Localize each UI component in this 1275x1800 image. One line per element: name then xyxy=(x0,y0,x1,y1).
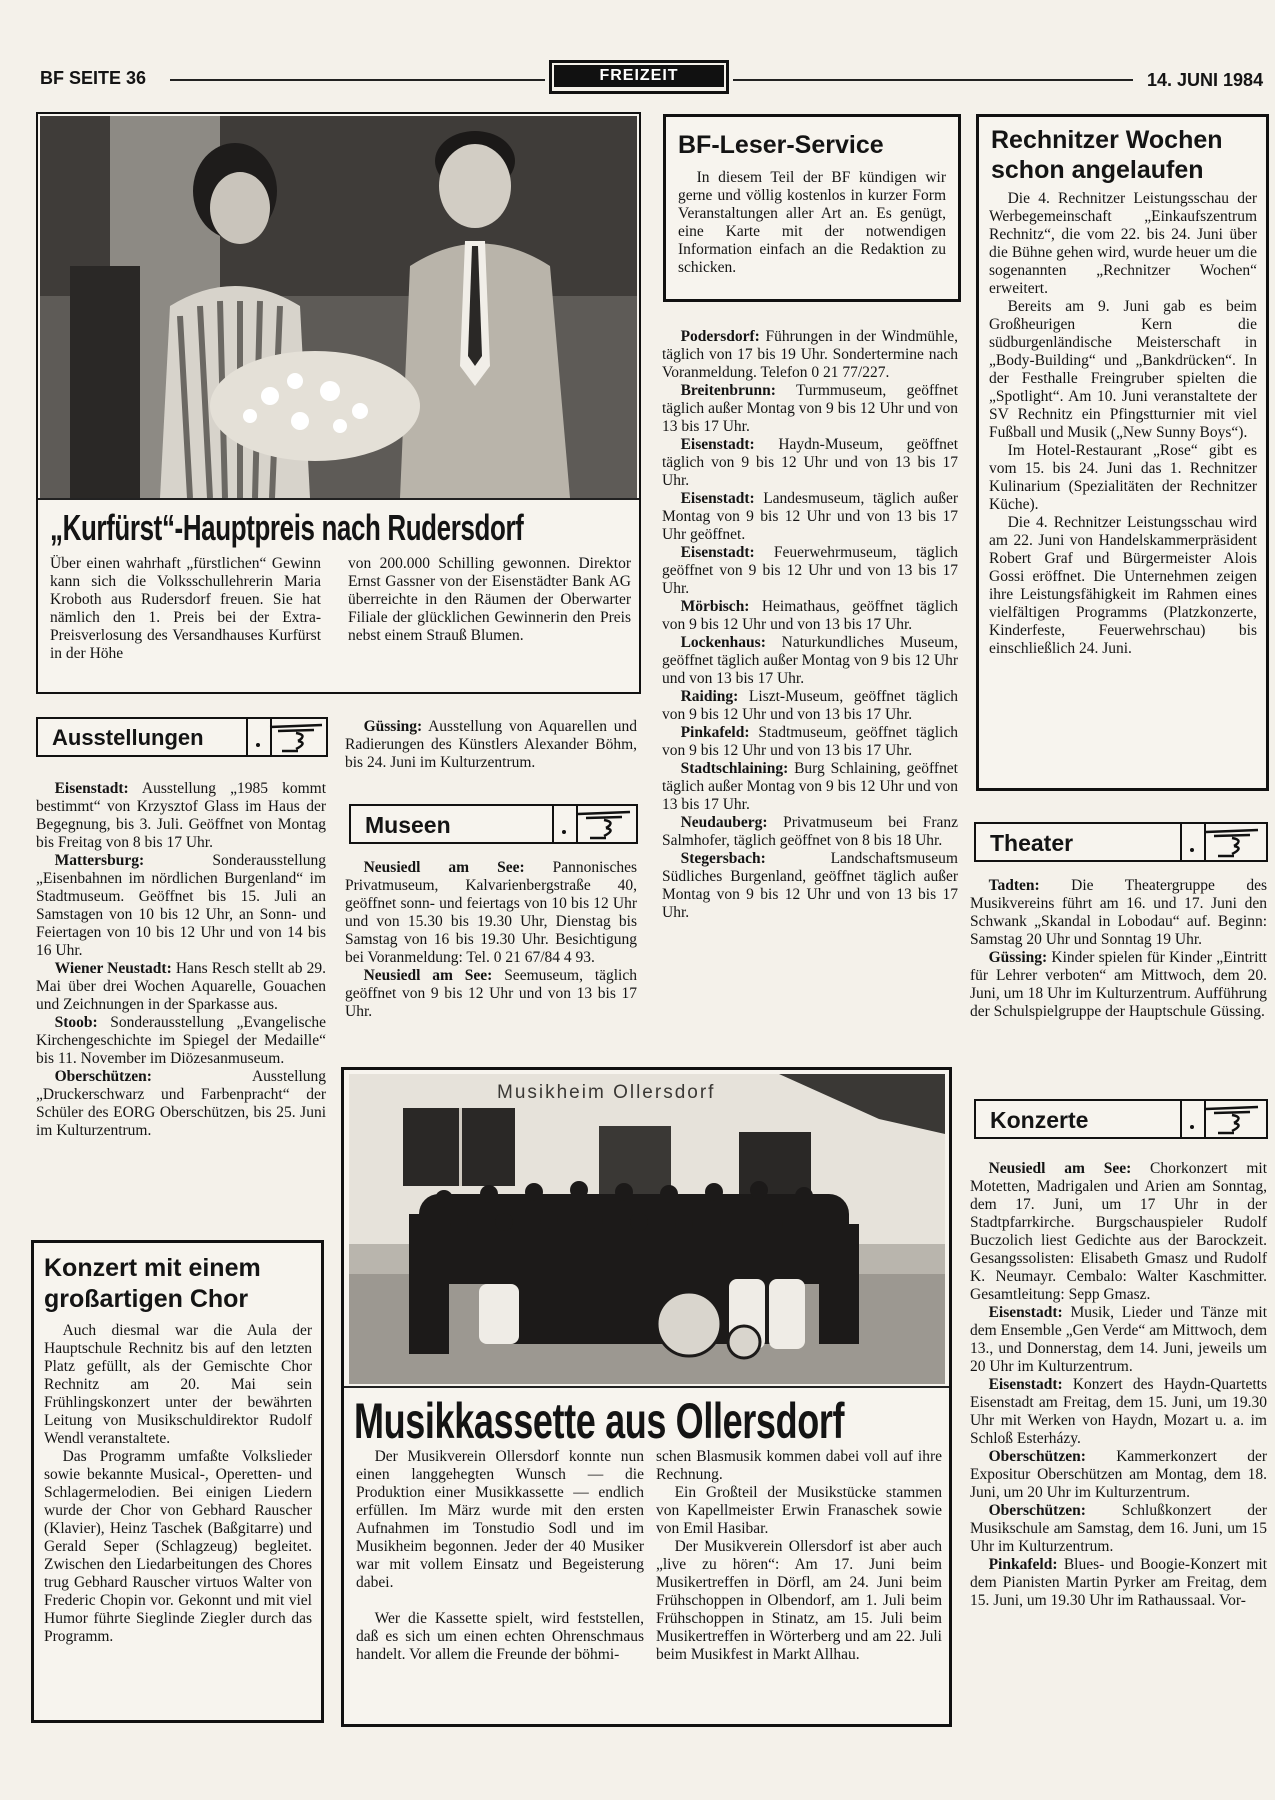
pointing-hand-icon xyxy=(576,808,636,842)
leserservice-box xyxy=(663,114,961,302)
leserservice-text: In diesem Teil der BF kündigen wir gerne und völlig kostenlos in kurzer Form Veranstaltungen aller Art an. Es genügt, eine Karte mit der notwendigen Information einfach an die Redaktion zu schicken. xyxy=(678,169,946,276)
theater-label: Theater xyxy=(990,830,1074,856)
museum-entry: Podersdorf: Führungen in der Windmühle, täglich von 17 bis 19 Uhr. Sondertermine nach Voranmeldung. Telefon 0 21 77/227. xyxy=(662,328,958,381)
ausstellungen-label: Ausstellungen xyxy=(52,725,204,750)
concert-entry: Oberschützen: Kammerkonzert der Expositur Oberschützen am Montag, dem 18. Juni, um 20 Uhr im Kulturzentrum. xyxy=(970,1448,1267,1501)
museen-list-a xyxy=(345,859,637,1021)
leserservice-title: BF-Leser-Service xyxy=(678,131,884,159)
header-rule-left xyxy=(170,79,545,81)
concert-entry: Eisenstadt: Konzert des Haydn-Quartetts Eisenstadt am Freitag, dem 15. Juni, um 19.30 Uhr mit Werken von Haydn, Mozart u. a. im Schloß Esterházy. xyxy=(970,1376,1267,1447)
rechnitz-text: Die 4. Rechnitzer Leistungsschau der Werbegemeinschaft „Einkaufszentrum Rechnitz“, die vom 22. bis 24. Juni über die Bühne gehen wird, wurde heuer um die sogenannten „Rechnitzer Wochen“ erweitert. Bereits am 9. Juni gab es beim Großheurigen Kern die südburgenländische Meisterschaft in „Body-Building“ und „Bankdrücken“. In der Festhalle Freingruber spielten die „Spotlight“. Am 10. Juni veranstaltete der SV Rechnitz ein Pfingstturnier mit viel Fußball und Musik („New Sunny Boys“). Im Hotel-Restaurant „Rose“ gibt es vom 15. bis 24. Juni das 1. Rechnitzer Kulinarium (Spezialitäten der Rechnitzer Küche). Die 4. Rechnitzer Leistungsschau wird am 22. Juni von Handelskammerpräsident Robert Graf und Bürgermeister Alois Gossi eröffnet. Die Unternehmen zeigen ihre Leistungsfähigkeit im Rahmen eines vielfältigen Programms (Platzkonzerte, Kinderfeste, Feuerwehrschau) bis einschließlich 24. Juni. xyxy=(989,190,1257,657)
museum-entry: Eisenstadt: Landesmuseum, täglich außer Montag von 9 bis 12 Uhr und von 13 bis 17 Uhr geöffnet. xyxy=(662,490,958,543)
theater-entry: Güssing: Kinder spielen für Kinder „Eintritt für Lehrer verboten“ am Mittwoch, dem 20. Juni, um 18 Uhr im Kulturzentrum. Aufführung der Schulspielgruppe der Hauptschule Güssing. xyxy=(970,949,1267,1020)
museen-label: Museen xyxy=(365,812,451,838)
rechnitz-box xyxy=(976,114,1269,791)
band-photo-image xyxy=(349,1074,945,1384)
ausstellungen-rubric xyxy=(36,717,248,757)
concert-entry: Eisenstadt: Musik, Lieder und Tänze mit dem Ensemble „Gen Verde“ am Mittwoch, dem 13., und Donnerstag, dem 14. Juni, jeweils um 20 Uhr im Kulturzentrum. xyxy=(970,1304,1267,1375)
theater-entry: Tadten: Die Theatergruppe des Musikvereins führt am 16. und 17. Juni den Schwank „Skandal in Lobodau“ auf. Beginn: Samstag 20 Uhr und Sonntag 19 Uhr. xyxy=(970,877,1267,948)
ausstellungen-list xyxy=(36,780,326,1140)
theater-rubric-hand xyxy=(1180,822,1268,862)
exhibition-entry: Oberschützen: Ausstellung „Druckerschwarz und Farbenpracht“ der Schüler des EORG Oberschützen, bis 25. Juni im Kulturzentrum. xyxy=(36,1068,326,1139)
exhibition-entry: Mattersburg: Sonderausstellung „Eisenbahnen im nördlichen Burgenland“ im Stadtmuseum. Geöffnet bis 15. Juli an Samstagen von 10 bis 12 Uhr, an Sonn- und Feiertagen von 10 bis 12 Uhr und von 14 bis 16 Uhr. xyxy=(36,852,326,959)
kurfuerst-article xyxy=(36,112,641,694)
exhibition-entry: Stoob: Sonderausstellung „Evangelische Kirchengeschichte im Spiegel der Medaille“ bis 11. November im Diözesanmuseum. xyxy=(36,1014,326,1067)
musikkassette-col1: Der Musikverein Ollersdorf konnte nun einen langgehegten Wunsch — die Produktion einer Musikkassette — endlich erfüllen. Im März wurde mit den ersten Aufnahmen im Tonstudio Sodl und im Musikheim begonnen. Jeder der 40 Musiker war mit vollem Einsatz und Begeisterung dabei. Wer die Kassette spielt, wird feststellen, daß es sich um einen echten Ohrenschmaus handelt. Vor allem die Freunde der böhmi- xyxy=(356,1448,644,1663)
konzerte-list xyxy=(970,1160,1267,1610)
exhibition-entry: Wiener Neustadt: Hans Resch stellt ab 29. Mai über drei Wochen Aquarelle, Gouachen und Zeichnungen in der Sparkasse aus. xyxy=(36,960,326,1013)
museum-entry: Raiding: Liszt-Museum, geöffnet täglich von 9 bis 12 Uhr und von 13 bis 17 Uhr. xyxy=(662,688,958,723)
rechnitz-title: Rechnitzer Wochen schon angelaufen xyxy=(991,126,1223,184)
ausstellungen-rubric-hand xyxy=(246,717,328,757)
pointing-hand-icon xyxy=(1204,826,1264,860)
pointing-hand-icon xyxy=(268,721,328,755)
award-photo xyxy=(40,116,637,498)
kurfuerst-col1: Über einen wahrhaft „fürstlichen“ Gewinn kann sich die Volksschullehrerin Maria Kroboth aus Rudersdorf freuen. Sie hat nämlich den 1. Preis bei der Extra-Preisverlosung des Versandhauses Kurfürst in der Höhe xyxy=(50,555,321,662)
concert-entry: Oberschützen: Schlußkonzert der Musikschule am Samstag, dem 16. Juni, um 15 Uhr im Kulturzentrum. xyxy=(970,1502,1267,1555)
theater-rubric xyxy=(974,822,1182,862)
museum-entry: Mörbisch: Heimathaus, geöffnet täglich von 9 bis 12 Uhr und von 13 bis 17 Uhr. xyxy=(662,598,958,633)
concert-entry: Pinkafeld: Blues- und Boogie-Konzert mit dem Pianisten Martin Pyrker am Freitag, dem 15. Juni, um 19.30 Uhr im Rathaussaal. Vor- xyxy=(970,1556,1267,1609)
section-banner xyxy=(549,60,729,94)
museen-rubric-hand xyxy=(552,804,638,844)
concert-entry: Neusiedl am See: Chorkonzert mit Motetten, Madrigalen und Arien am Sonntag, dem 17. Juni, um 17 Uhr in der Stadtpfarrkirche. Burgschauspieler Rudolf Buczolich liest Gedichte aus der Barockzeit. Gesangssolisten: Elisabeth Gmasz und Rudolf K. Neumayr. Cembalo: Walter Kaschmitter. Gesamtleitung: Sepp Gmasz. xyxy=(970,1160,1267,1303)
chor-title: Konzert mit einem großartigen Chor xyxy=(44,1254,261,1313)
museum-entry: Stadtschlaining: Burg Schlaining, geöffnet täglich außer Montag von 9 bis 12 Uhr und von 13 bis 17 Uhr. xyxy=(662,760,958,813)
konzerte-label: Konzerte xyxy=(990,1107,1089,1133)
photo-rule-2 xyxy=(344,1386,949,1388)
pointing-hand-icon xyxy=(1204,1103,1264,1137)
kurfuerst-col2: von 200.000 Schilling gewonnen. Direktor Ernst Gassner von der Eisenstädter Bank AG überreichte in den Räumen der Oberwarter Filiale der glücklichen Gewinnerin den Preis nebst einem Strauß Blumen. xyxy=(348,555,631,644)
chor-text: Auch diesmal war die Aula der Hauptschule Rechnitz bis auf den letzten Platz gefüllt, als der Gemischte Chor Rechnitz am 20. Mai sein Frühlingskonzert unter der bewährten Leitung von Musikschuldirektor Rudolf Wendl veranstaltete. Das Programm umfaßte Volkslieder sowie bekannte Musical-, Operetten- und Schlagermelodien. Bei einigen Liedern wurde der Chor von Gebhard Rauscher (Klavier), Heinz Taschek (Baßgitarre) und Gerald Seper (Schlagzeug) begleitet. Zwischen den Liedarbeitungen des Chores trug Gebhard Rauscher virtuos Walter von Frederic Chopin vor. Gekonnt und mit viel Humor führte Sieglinde Ziegler durch das Programm. xyxy=(44,1322,312,1645)
museen-rubric xyxy=(349,804,554,844)
museum-entry: Neudauberg: Privatmuseum bei Franz Salmhofer, täglich geöffnet von 8 bis 18 Uhr. xyxy=(662,814,958,849)
kurfuerst-headline: „Kurfürst“-Hauptpreis nach Rudersdorf xyxy=(50,507,524,548)
guessing-exhibition: Güssing: Ausstellung von Aquarellen und Radierungen des Künstlers Alexander Böhm, bis 24. Juni im Kulturzentrum. xyxy=(345,718,637,771)
konzerte-rubric-hand xyxy=(1180,1099,1268,1139)
exhibition-entry: Eisenstadt: Ausstellung „1985 kommt bestimmt“ von Krzysztof Glass im Haus der Begegnung, bis 3. Juli. Geöffnet von Montag bis Freitag von 8 bis 17 Uhr. xyxy=(36,780,326,851)
museum-entry: Eisenstadt: Feuerwehrmuseum, täglich geöffnet von 9 bis 12 Uhr und von 13 bis 17 Uhr. xyxy=(662,544,958,597)
konzerte-rubric xyxy=(974,1099,1182,1139)
musikkassette-article xyxy=(341,1067,952,1727)
band-photo xyxy=(349,1074,945,1384)
section-title: FREIZEIT xyxy=(554,65,724,87)
museum-entry: Lockenhaus: Naturkundliches Museum, geöffnet täglich außer Montag von 9 bis 12 Uhr und von 13 bis 17 Uhr. xyxy=(662,634,958,687)
museum-entry: Stegersbach: Landschaftsmuseum Südliches Burgenland, geöffnet täglich außer Montag von 9 bis 12 Uhr und von 13 bis 17 Uhr. xyxy=(662,850,958,921)
musikkassette-headline: Musikkassette aus Ollersdorf xyxy=(354,1393,845,1449)
issue-date: 14. JUNI 1984 xyxy=(1147,70,1264,90)
museum-entry: Neusiedl am See: Pannonisches Privatmuseum, Kalvarienbergstraße 40, geöffnet sonn- und feiertags von 10 bis 12 Uhr und von 15.30 bis 19.30 Uhr, Dienstag bis Samstag von 16 bis 19.30 Uhr. Besichtigung bei Voranmeldung: Tel. 0 21 67/84 4 93. xyxy=(345,859,637,966)
photo-rule xyxy=(38,498,639,500)
award-photo-image xyxy=(40,116,637,498)
museen-list-b xyxy=(662,328,958,922)
page-number: BF SEITE 36 xyxy=(40,68,147,88)
theater-list xyxy=(970,877,1267,1021)
building-sign: Musikheim Ollersdorf xyxy=(497,1082,716,1103)
museum-entry: Pinkafeld: Stadtmuseum, geöffnet täglich von 9 bis 12 Uhr und von 13 bis 17 Uhr. xyxy=(662,724,958,759)
museum-entry: Eisenstadt: Haydn-Museum, geöffnet täglich von 9 bis 12 Uhr und von 13 bis 17 Uhr. xyxy=(662,436,958,489)
musikkassette-col2: schen Blasmusik kommen dabei voll auf ihre Rechnung. Ein Großteil der Musikstücke stammen von Kapellmeister Erwin Franaschek sowie von Emil Hasibar. Der Musikverein Ollersdorf ist aber auch „live zu hören“: Am 17. Juni beim Musikertreffen in Dörfl, am 24. Juni beim Frühschoppen in Olbendorf, am 1. Juli beim Frühschoppen in Stinatz, am 15. Juli beim Musikertreffen in Wörterberg und am 22. Juli beim Musikfest in Markt Allhau. xyxy=(656,1448,942,1663)
chor-box xyxy=(31,1240,324,1723)
header-rule-right xyxy=(733,79,1133,81)
museum-entry: Neusiedl am See: Seemuseum, täglich geöffnet von 9 bis 12 Uhr und von 13 bis 17 Uhr. xyxy=(345,967,637,1020)
museum-entry: Breitenbrunn: Turmmuseum, geöffnet täglich außer Montag von 9 bis 12 Uhr und von 13 bis 17 Uhr. xyxy=(662,382,958,435)
